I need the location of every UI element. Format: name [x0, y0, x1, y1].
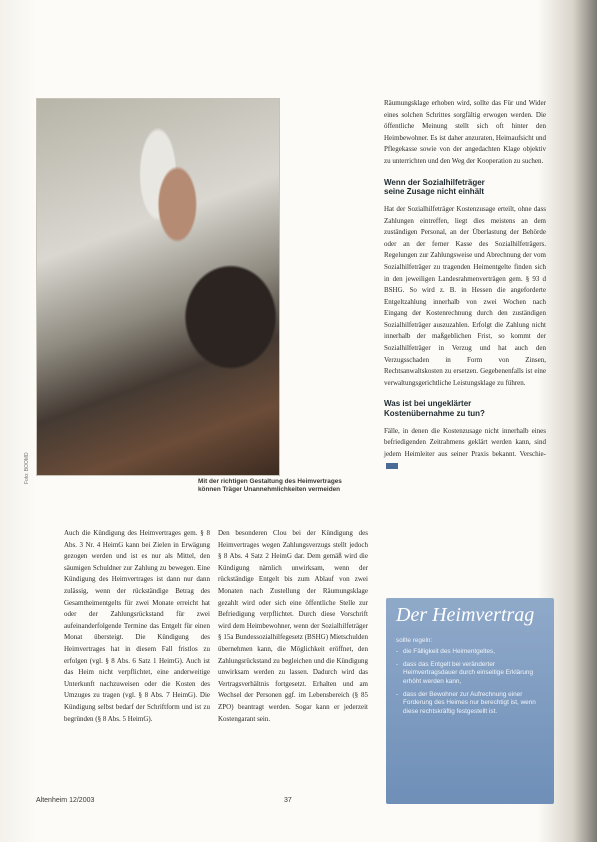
- info-box-list: [386, 648, 554, 716]
- photo-man-on-phone: [36, 98, 280, 476]
- heading-line: Kostenübernahme zu tun?: [384, 408, 485, 418]
- page-number: 37: [284, 797, 292, 804]
- column-right: [384, 98, 546, 472]
- heading-line: Was ist bei ungeklärter: [384, 399, 472, 409]
- caption-line: können Träger Unannehmlichkeiten vermeiden: [198, 486, 341, 493]
- continue-marker-icon: [386, 463, 398, 469]
- paragraph-text: Fälle, in denen die Kostenzusage nicht innerhalb eines befriedigenden Zeitrahmens geklärt werden kann, sind jedem Heimleiter aus seiner Praxis bekannt. Verschie-: [384, 426, 546, 458]
- heading-line: Wenn der Sozialhilfeträger: [384, 177, 485, 187]
- paragraph: Räumungsklage erhoben wird, sollte das Für und Wider eines solchen Schrittes sorgfältig erwogen werden. Die öffentliche Meinung stellt sich oft hinter den Heimbewohner. Es ist daher anzuraten, Heimaufsicht und Pflegekasse sowie von der angedachten Klage objektiv zu unterrichten und den Weg der Kooperation zu suchen.: [384, 99, 546, 165]
- column-left: [64, 528, 210, 725]
- info-box-heimvertrag: [386, 598, 554, 804]
- paragraph: Hat der Sozialhilfeträger Kostenzusage erteilt, ohne dass Zahlungen eintreffen, liegt dies meistens an dem zuständigen Personal, an der Überlastung der Behörde oder an der ferner Kasse des Sozialhilfeträgers. Regelungen zur Zahlungsweise und Abrechnung der vom Sozialhilfeträger zu tragenden Heimentgelte finden sich in den jeweiligen Landesrahmenverträgen gem. § 93 d BSHG. So wird z. B. in Hessen die angeforderte Entgeltzahlung innerhalb von zwei Wochen nach Eingang der Kostenrechnung durch den zuständigen Sozialhilfeträger auszuzahlen. Erfolgt die Zahlung nicht innerhalb der maßgeblichen Frist, so kommt der Sozialhilfeträger in Verzug und hat auch den Verzugsschaden in Form von Zinsen, Rechtsanwaltskosten zu ersetzen. Gegebenenfalls ist eine verwaltungsgerichtliche Leistungsklage zu führen.: [384, 204, 546, 387]
- list-item: - dass das Entgelt bei veränderter Heimvertragsdauer durch einseitige Erklärung erhöht werden kann,: [396, 661, 544, 687]
- section-heading: [384, 399, 546, 417]
- paragraph: [384, 426, 546, 472]
- info-box-intro: sollte regeln:: [396, 637, 433, 644]
- photo-caption: [198, 478, 378, 494]
- list-item: - dass der Bewohner zur Aufrechnung einer Forderung des Heimes nur berechtigt ist, wenn diese rechtskräftig festgestellt ist.: [396, 691, 544, 717]
- list-item: - die Fälligkeit des Heimentgeltes,: [396, 648, 544, 657]
- photo-credit: Foto: BOOMD: [24, 452, 30, 484]
- page-footer: [36, 797, 366, 809]
- column-middle: [218, 528, 368, 725]
- section-heading: [384, 178, 546, 196]
- paragraph: Den besonderen Clou bei der Kündigung des Heimvertrages wegen Zahlungsverzugs stellt jedoch § 8 Abs. 4 Satz 2 HeimG dar. Dem gemäß wird die Kündigung nämlich unwirksam, wenn der rückständige Entgelt bis zum Ablauf von zwei Monaten nach Zustellung der Räumungsklage gezahlt wird oder sich eine öffentliche Stelle zur Befriedigung verpflichtet. Durch diese Vorschrift wird dem Heimbewohner, wenn der Sozialhilfeträger § 15a Bundessozialhilfegesetz (BSHG) Mietschulden übernehmen kann, die Möglichkeit eröffnet, den Zahlungsrückstand zu begleichen und die Kündigung unwirksam werden zu lassen. Dadurch wird das Vertragsverhältnis fortgesetzt. Erhalten und am Wechsel der Personen ggf. im Lebensbereich (§ 85 ZPO) beantragt werden. Sogar kann er jederzeit Kostengarant sein.: [218, 529, 368, 723]
- heading-line: seine Zusage nicht einhält: [384, 186, 485, 196]
- info-box-title: Der Heimvertrag: [396, 604, 535, 626]
- journal-issue: Altenheim 12/2003: [36, 797, 95, 804]
- paragraph: Auch die Kündigung des Heimvertrages gem. § 8 Abs. 3 Nr. 4 HeimG kann bei Zielen in Erwägung gezogen werden und ist es nur als Mittel, den säumigen Schuldner zur Zahlung zu bewegen. Eine Kündigung des Heimvertrages ist dann nur dann zulässig, wenn der rückständige Betrag des Gesamtheimentgelts für zwei Monate erreicht hat oder der Zahlungsrückstand für zwei aufeinanderfolgende Termine das Entgelt für einen Monat übersteigt. Die Kündigung des Heimvertrages hat in diesem Fall fristlos zu erfolgen (vgl. § 8 Abs. 6 Satz 1 HeimG). Auch ist das Heim nicht verpflichtet, eine anderweitige Unterkunft nachzuweisen oder die Kosten des Umzuges zu tragen (vgl. § 8 Abs. 7 HeimG). Die Kündigung selbst bedarf der Schriftform und ist zu begründen (§ 8 Abs. 5 HeimG).: [64, 529, 210, 723]
- caption-line: Mit der richtigen Gestaltung des Heimvertrages: [198, 478, 342, 485]
